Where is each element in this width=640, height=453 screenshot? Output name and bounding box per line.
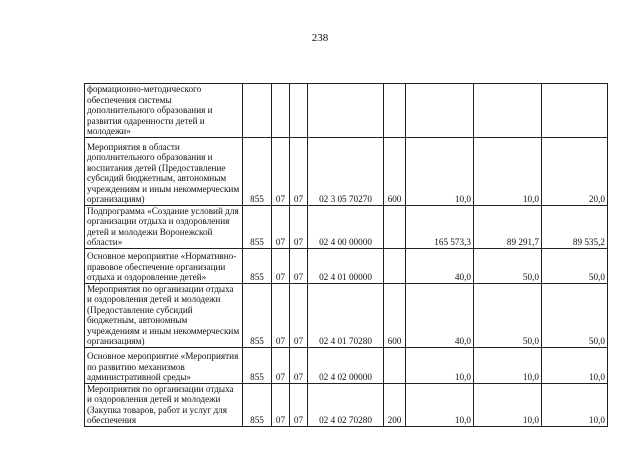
ministry-code: 855 (243, 137, 272, 205)
section-code: 07 (272, 347, 290, 383)
row-name: Мероприятия по организации отдыха и оздоровления детей и молодежи (Закупка товаров, работ и услуг для обеспечения (85, 383, 243, 426)
expense-type-code (384, 84, 406, 138)
row-name: Основное мероприятие «Нормативно-правовое обеспечение организации отдыха и оздоровление детей» (85, 248, 243, 283)
year3-amount (542, 84, 608, 138)
row-name: формационно-методического обеспечения системы дополнительного образования и развития одаренности детей и молодежи» (85, 84, 243, 138)
year1-amount: 40,0 (406, 248, 474, 283)
row-name: Основное мероприятие «Мероприятия по развитию механизмов административной среды» (85, 347, 243, 383)
ministry-code (243, 84, 272, 138)
row-name: Мероприятия в области дополнительного образования и воспитания детей (Предоставление субсидий бюджетным, автономным учреждениям и иным некоммерческим организациям) (85, 137, 243, 205)
page-number: 238 (311, 32, 329, 44)
expense-type-code: 600 (384, 283, 406, 347)
ministry-code: 855 (243, 248, 272, 283)
year2-amount: 50,0 (474, 283, 542, 347)
year1-amount (406, 84, 474, 138)
year2-amount (474, 84, 542, 138)
target-code (308, 84, 384, 138)
section-code (272, 84, 290, 138)
year3-amount: 10,0 (542, 347, 608, 383)
year2-amount: 10,0 (474, 347, 542, 383)
table-row (85, 283, 608, 347)
ministry-code: 855 (243, 383, 272, 426)
table-row (85, 347, 608, 383)
target-code: 02 4 02 00000 (308, 347, 384, 383)
expense-type-code: 200 (384, 383, 406, 426)
section-code: 07 (272, 383, 290, 426)
table-row (85, 137, 608, 205)
row-name: Мероприятия по организации отдыха и оздоровления детей и молодежи (Предоставление субсидий бюджетным, автономным учреждениям и иным некоммерческим организациям) (85, 283, 243, 347)
table-row (85, 84, 608, 138)
subsection-code: 07 (290, 248, 308, 283)
section-code: 07 (272, 205, 290, 248)
table-row (85, 205, 608, 248)
subsection-code (290, 84, 308, 138)
subsection-code: 07 (290, 137, 308, 205)
subsection-code: 07 (290, 205, 308, 248)
year1-amount: 10,0 (406, 383, 474, 426)
row-name: Подпрограмма «Создание условий для организации отдыха и оздоровления детей и молодежи Воронежской области» (85, 205, 243, 248)
year1-amount: 40,0 (406, 283, 474, 347)
year3-amount: 50,0 (542, 283, 608, 347)
year1-amount: 165 573,3 (406, 205, 474, 248)
subsection-code: 07 (290, 347, 308, 383)
ministry-code: 855 (243, 205, 272, 248)
target-code: 02 4 01 00000 (308, 248, 384, 283)
year1-amount: 10,0 (406, 347, 474, 383)
year1-amount: 10,0 (406, 137, 474, 205)
year2-amount: 10,0 (474, 383, 542, 426)
expense-type-code (384, 347, 406, 383)
subsection-code: 07 (290, 383, 308, 426)
budget-table (84, 83, 608, 427)
year3-amount: 20,0 (542, 137, 608, 205)
subsection-code: 07 (290, 283, 308, 347)
expense-type-code (384, 248, 406, 283)
year3-amount: 89 535,2 (542, 205, 608, 248)
year2-amount: 50,0 (474, 248, 542, 283)
expense-type-code (384, 205, 406, 248)
target-code: 02 4 02 70280 (308, 383, 384, 426)
expense-type-code: 600 (384, 137, 406, 205)
year2-amount: 10,0 (474, 137, 542, 205)
year3-amount: 50,0 (542, 248, 608, 283)
target-code: 02 4 00 00000 (308, 205, 384, 248)
section-code: 07 (272, 283, 290, 347)
section-code: 07 (272, 137, 290, 205)
ministry-code: 855 (243, 283, 272, 347)
table-row (85, 383, 608, 426)
ministry-code: 855 (243, 347, 272, 383)
target-code: 02 3 05 70270 (308, 137, 384, 205)
section-code: 07 (272, 248, 290, 283)
year3-amount: 10,0 (542, 383, 608, 426)
table-row (85, 248, 608, 283)
year2-amount: 89 291,7 (474, 205, 542, 248)
target-code: 02 4 01 70280 (308, 283, 384, 347)
